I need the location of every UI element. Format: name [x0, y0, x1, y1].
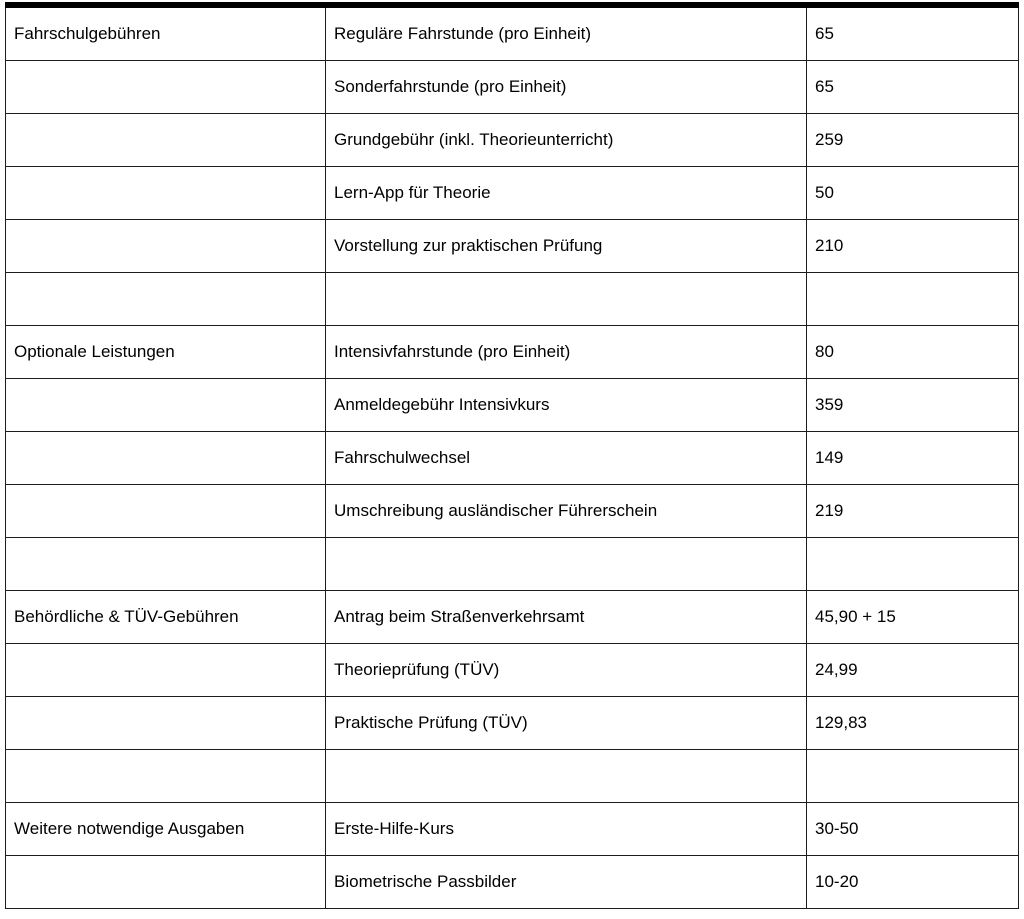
value-cell: 50 [807, 167, 1019, 220]
value-cell: 219 [807, 485, 1019, 538]
category-cell [6, 538, 326, 591]
item-cell: Fahrschulwechsel [326, 432, 807, 485]
item-cell: Praktische Prüfung (TÜV) [326, 697, 807, 750]
table-row [6, 697, 1019, 750]
category-cell [6, 114, 326, 167]
spacer-row [6, 750, 1019, 803]
table-row [6, 379, 1019, 432]
category-cell [6, 750, 326, 803]
value-cell: 80 [807, 326, 1019, 379]
value-cell: 45,90 + 15 [807, 591, 1019, 644]
value-cell [807, 750, 1019, 803]
item-cell: Umschreibung ausländischer Führerschein [326, 485, 807, 538]
category-cell [6, 697, 326, 750]
value-cell [807, 273, 1019, 326]
item-cell: Vorstellung zur praktischen Prüfung [326, 220, 807, 273]
table-row [6, 61, 1019, 114]
table-row [6, 432, 1019, 485]
item-cell: Lern-App für Theorie [326, 167, 807, 220]
item-cell: Intensivfahrstunde (pro Einheit) [326, 326, 807, 379]
category-cell [6, 167, 326, 220]
value-cell: 210 [807, 220, 1019, 273]
table-row [6, 644, 1019, 697]
fees-table-body [6, 5, 1019, 909]
category-cell [6, 856, 326, 909]
table-row [6, 485, 1019, 538]
item-cell: Anmeldegebühr Intensivkurs [326, 379, 807, 432]
table-row [6, 803, 1019, 856]
category-cell [6, 485, 326, 538]
category-cell: Fahrschulgebühren [6, 5, 326, 61]
value-cell: 24,99 [807, 644, 1019, 697]
category-cell: Weitere notwendige Ausgaben [6, 803, 326, 856]
item-cell [326, 750, 807, 803]
fees-table [5, 2, 1019, 909]
value-cell: 129,83 [807, 697, 1019, 750]
category-cell [6, 644, 326, 697]
category-cell [6, 432, 326, 485]
category-cell [6, 273, 326, 326]
value-cell [807, 538, 1019, 591]
spacer-row [6, 273, 1019, 326]
value-cell: 10-20 [807, 856, 1019, 909]
table-row [6, 326, 1019, 379]
item-cell [326, 273, 807, 326]
table-row [6, 856, 1019, 909]
category-cell: Behördliche & TÜV-Gebühren [6, 591, 326, 644]
category-cell [6, 379, 326, 432]
category-cell: Optionale Leistungen [6, 326, 326, 379]
value-cell: 30-50 [807, 803, 1019, 856]
value-cell: 259 [807, 114, 1019, 167]
spacer-row [6, 538, 1019, 591]
table-row [6, 220, 1019, 273]
table-row [6, 167, 1019, 220]
value-cell: 65 [807, 61, 1019, 114]
item-cell: Biometrische Passbilder [326, 856, 807, 909]
category-cell [6, 220, 326, 273]
category-cell [6, 61, 326, 114]
value-cell: 65 [807, 5, 1019, 61]
table-row [6, 591, 1019, 644]
table-row [6, 114, 1019, 167]
item-cell: Antrag beim Straßenverkehrsamt [326, 591, 807, 644]
item-cell: Grundgebühr (inkl. Theorieunterricht) [326, 114, 807, 167]
value-cell: 149 [807, 432, 1019, 485]
item-cell: Sonderfahrstunde (pro Einheit) [326, 61, 807, 114]
item-cell: Erste-Hilfe-Kurs [326, 803, 807, 856]
item-cell: Reguläre Fahrstunde (pro Einheit) [326, 5, 807, 61]
item-cell [326, 538, 807, 591]
table-row [6, 5, 1019, 61]
value-cell: 359 [807, 379, 1019, 432]
item-cell: Theorieprüfung (TÜV) [326, 644, 807, 697]
